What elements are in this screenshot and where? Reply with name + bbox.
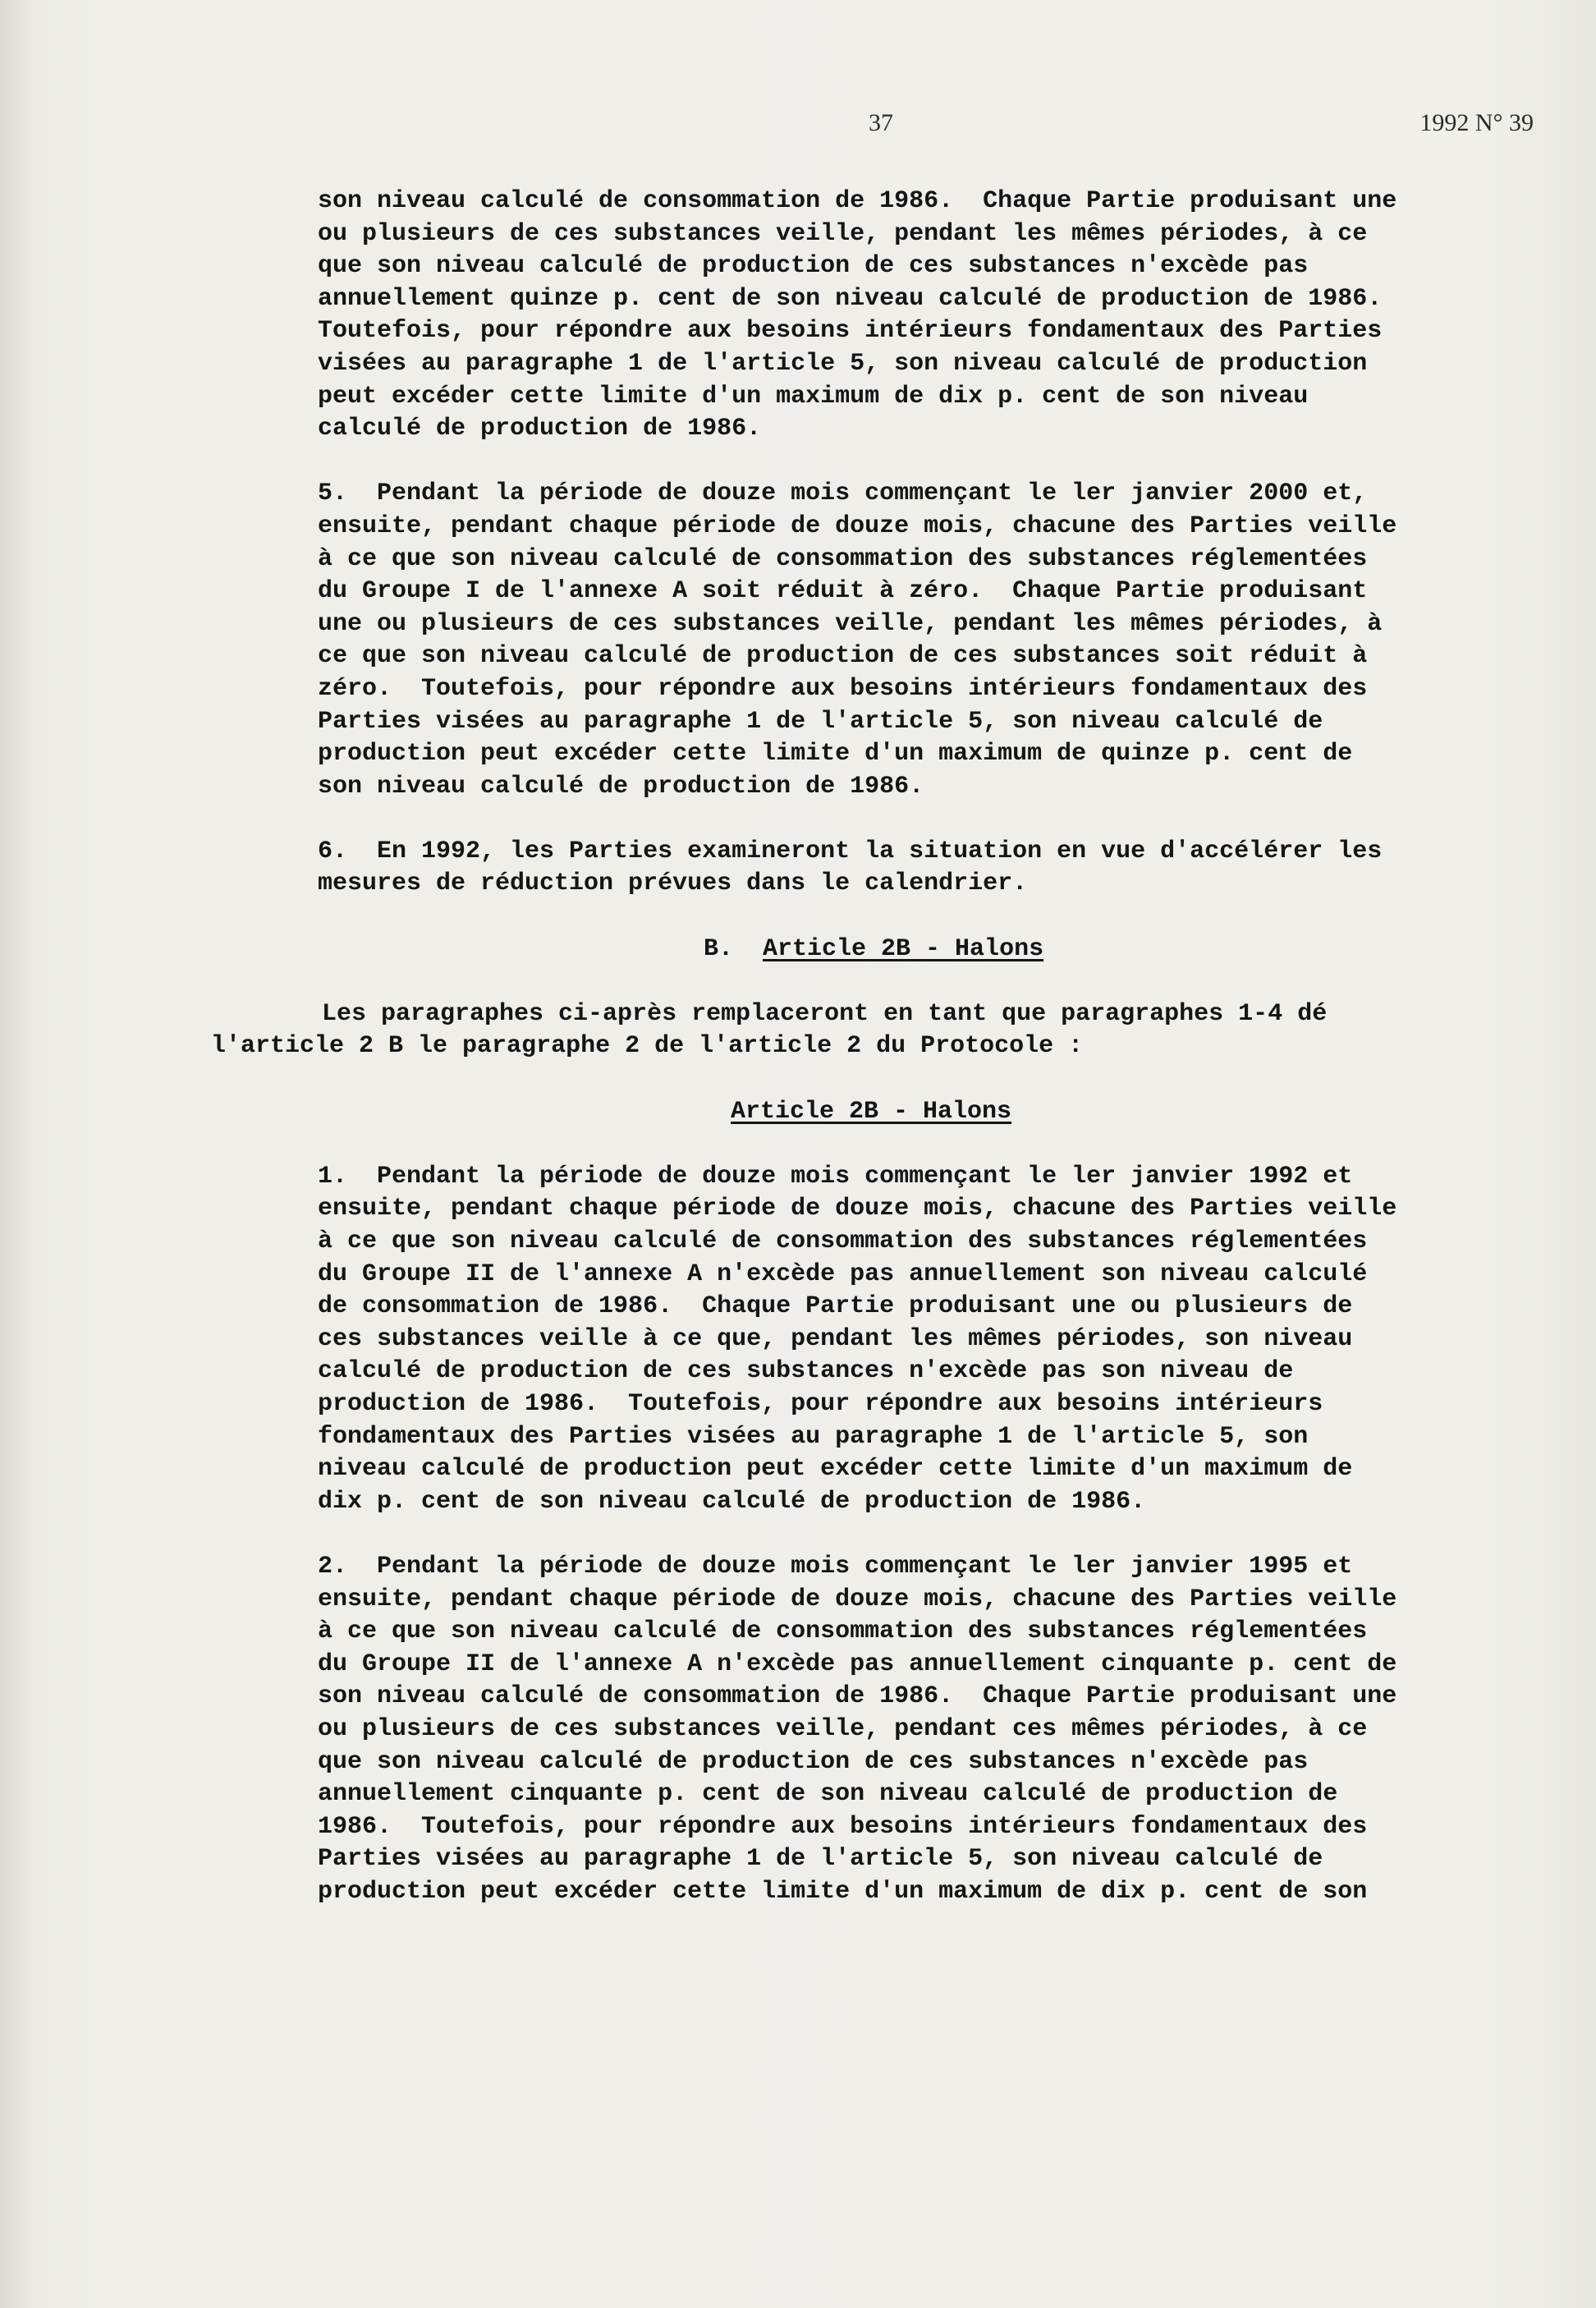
paragraph-6 xyxy=(318,836,1525,901)
article-paragraph-1 xyxy=(318,1161,1525,1519)
text-line: calculé de production de ces substances n'excède pas son niveau de xyxy=(318,1357,1294,1386)
text-line: 5. Pendant la période de douze mois commençant le ler janvier 2000 et, xyxy=(318,479,1368,508)
text-line: ces substances veille à ce que, pendant les mêmes périodes, son niveau xyxy=(318,1324,1353,1353)
text-line: zéro. Toutefois, pour répondre aux besoins intérieurs fondamentaux des xyxy=(318,674,1368,703)
document-body xyxy=(211,186,1525,1908)
text-line: Les paragraphes ci-après remplaceront en tant que paragraphes 1-4 dé xyxy=(322,999,1328,1028)
text-line: dix p. cent de son niveau calculé de production de 1986. xyxy=(318,1487,1146,1516)
text-line: visées au paragraphe 1 de l'article 5, son niveau calculé de production xyxy=(318,349,1368,378)
page-number: 37 xyxy=(869,109,893,136)
text-line: à ce que son niveau calculé de consommation des substances réglementées xyxy=(318,544,1368,573)
text-line: production peut excéder cette limite d'un maximum de dix p. cent de son xyxy=(318,1877,1368,1906)
text-line: son niveau calculé de production de 1986. xyxy=(318,772,924,801)
section-b-heading xyxy=(318,934,1525,966)
text-line: ensuite, pendant chaque période de douze mois, chacune des Parties veille xyxy=(318,1195,1397,1223)
intro-paragraph xyxy=(211,998,1525,1063)
text-line: que son niveau calculé de production de ces substances n'excède pas xyxy=(318,252,1309,281)
text-line: Parties visées au paragraphe 1 de l'article 5, son niveau calculé de xyxy=(318,707,1323,736)
article-title: Article 2B - Halons xyxy=(731,1097,1012,1126)
text-line: 1. Pendant la période de douze mois commençant le ler janvier 1992 et xyxy=(318,1162,1353,1191)
text-line: production peut excéder cette limite d'un maximum de quinze p. cent de xyxy=(318,740,1353,769)
text-line: niveau calculé de production peut excéder cette limite d'un maximum de xyxy=(318,1455,1353,1484)
paragraph-4-continuation xyxy=(318,186,1525,446)
page-header xyxy=(0,109,1596,142)
text-line: production de 1986. Toutefois, pour répondre aux besoins intérieurs xyxy=(318,1389,1323,1418)
journal-reference: 1992 N° 39 xyxy=(1419,109,1534,136)
paragraph-5 xyxy=(318,478,1525,803)
section-b-title: Article 2B - Halons xyxy=(763,934,1044,963)
text-line: son niveau calculé de consommation de 1986. Chaque Partie produisant une xyxy=(318,1682,1397,1711)
text-line: 1986. Toutefois, pour répondre aux besoins intérieurs fondamentaux des xyxy=(318,1812,1368,1841)
text-line: mesures de réduction prévues dans le calendrier. xyxy=(318,870,1028,898)
text-line: l'article 2 B le paragraphe 2 de l'article 2 du Protocole : xyxy=(211,1032,1084,1061)
text-line: ensuite, pendant chaque période de douze mois, chacune des Parties veille xyxy=(318,512,1397,540)
text-line: annuellement cinquante p. cent de son niveau calculé de production de xyxy=(318,1780,1338,1809)
text-line: à ce que son niveau calculé de consommation des substances réglementées xyxy=(318,1617,1368,1646)
text-line: du Groupe I de l'annexe A soit réduit à zéro. Chaque Partie produisant xyxy=(318,577,1368,606)
text-line: de consommation de 1986. Chaque Partie produisant une ou plusieurs de xyxy=(318,1292,1353,1321)
text-line: Toutefois, pour répondre aux besoins intérieurs fondamentaux des Parties xyxy=(318,317,1383,346)
text-line: 6. En 1992, les Parties examineront la situation en vue d'accélérer les xyxy=(318,837,1383,865)
text-line: du Groupe II de l'annexe A n'excède pas annuellement son niveau calculé xyxy=(318,1260,1368,1288)
text-line: ce que son niveau calculé de production de ces substances soit réduit à xyxy=(318,642,1368,671)
text-line: fondamentaux des Parties visées au paragraphe 1 de l'article 5, son xyxy=(318,1422,1309,1451)
text-line: une ou plusieurs de ces substances veille, pendant les mêmes périodes, à xyxy=(318,609,1383,638)
text-line: calculé de production de 1986. xyxy=(318,415,762,443)
text-line: 2. Pendant la période de douze mois commençant le ler janvier 1995 et xyxy=(318,1552,1353,1581)
text-line: du Groupe II de l'annexe A n'excède pas annuellement cinquante p. cent de xyxy=(318,1650,1397,1678)
text-line: à ce que son niveau calculé de consommation des substances réglementées xyxy=(318,1227,1368,1255)
text-line: annuellement quinze p. cent de son niveau calculé de production de 1986. xyxy=(318,284,1383,313)
text-line: peut excéder cette limite d'un maximum de dix p. cent de son niveau xyxy=(318,382,1309,411)
text-line: ou plusieurs de ces substances veille, pendant ces mêmes périodes, à ce xyxy=(318,1714,1368,1743)
section-b-label: B. xyxy=(704,934,764,963)
text-line: son niveau calculé de consommation de 1986. Chaque Partie produisant une xyxy=(318,187,1397,215)
text-line: ensuite, pendant chaque période de douze mois, chacune des Parties veille xyxy=(318,1585,1397,1613)
text-line: Parties visées au paragraphe 1 de l'article 5, son niveau calculé de xyxy=(318,1845,1323,1874)
text-line: que son niveau calculé de production de ces substances n'excède pas xyxy=(318,1747,1309,1776)
text-line: ou plusieurs de ces substances veille, pendant les mêmes périodes, à ce xyxy=(318,219,1368,248)
article-paragraph-2 xyxy=(318,1551,1525,1909)
